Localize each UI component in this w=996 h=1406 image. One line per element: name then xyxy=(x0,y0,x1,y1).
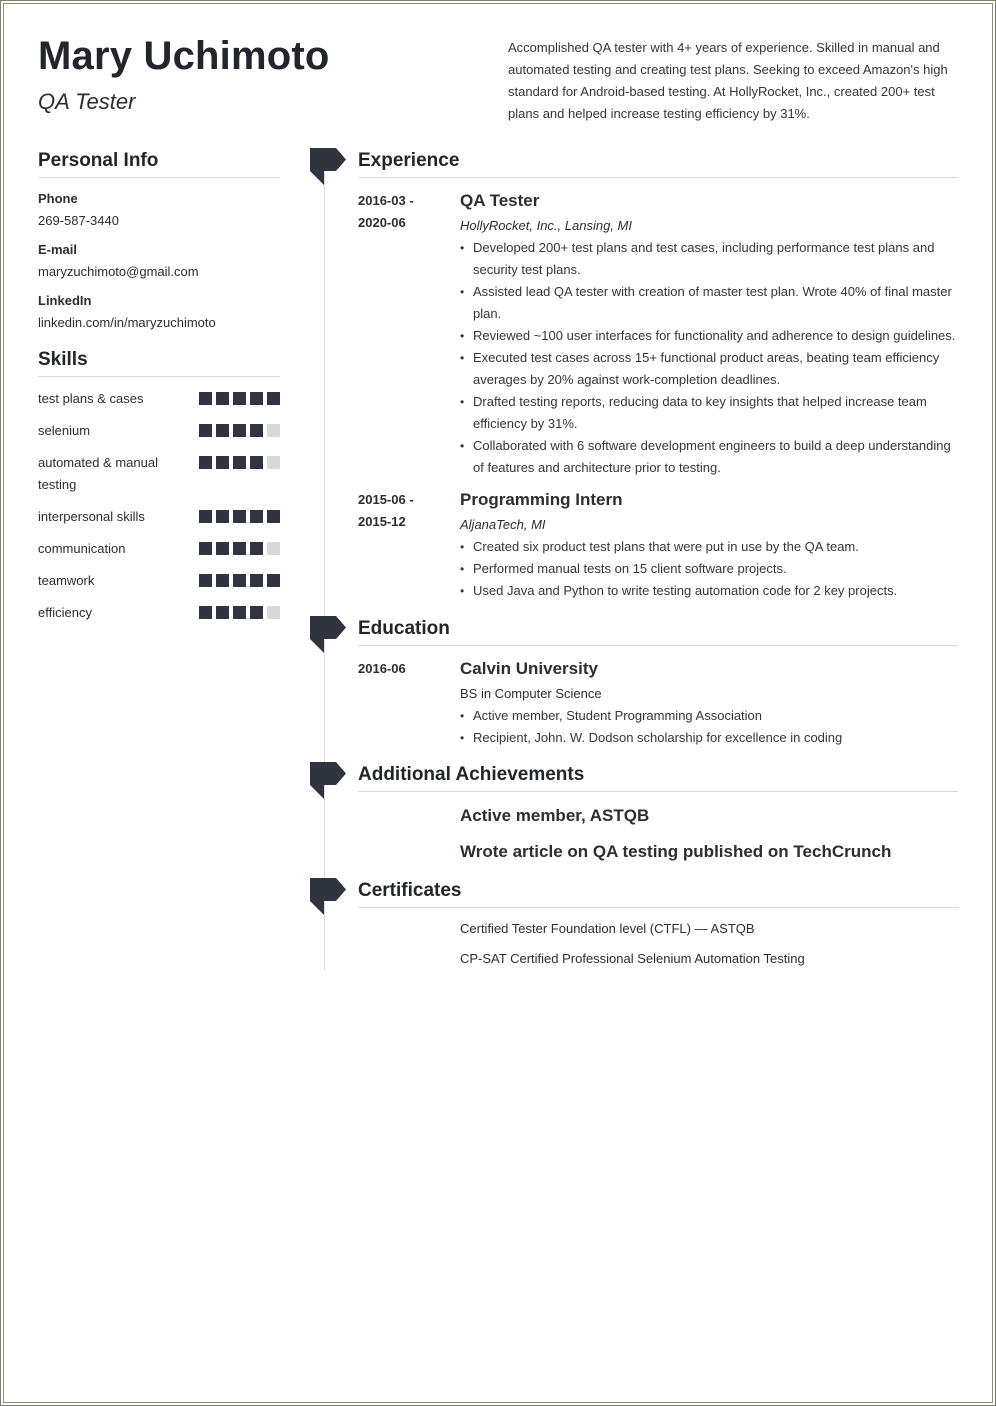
entry-date: 2016-06 xyxy=(358,661,406,676)
skill-dot-filled xyxy=(216,606,229,619)
skill-level-meter xyxy=(199,506,280,523)
skill-dot-filled xyxy=(250,542,263,555)
skill-row xyxy=(38,538,280,560)
skill-dot-filled xyxy=(250,606,263,619)
skill-dot-filled xyxy=(216,542,229,555)
phone-value: 269-587-3440 xyxy=(38,213,119,228)
flag-icon xyxy=(310,616,346,654)
skills-section xyxy=(38,347,280,624)
skill-dot-filled xyxy=(199,606,212,619)
skill-dot-filled xyxy=(267,574,280,587)
timeline-line xyxy=(324,170,325,970)
skill-name: teamwork xyxy=(38,573,95,588)
flag-icon xyxy=(310,148,346,186)
skill-dot-filled xyxy=(250,574,263,587)
education-entry xyxy=(358,658,958,749)
skill-dot-empty xyxy=(267,424,280,437)
date-start: 2016-03 - xyxy=(358,193,414,208)
certificate-item: CP-SAT Certified Professional Selenium Automation Testing xyxy=(460,951,805,966)
bullet-item: • Developed 200+ test plans and test cases, including performance test plans and security test plans. xyxy=(460,237,958,281)
entry-date xyxy=(358,190,460,479)
entry-date xyxy=(358,489,460,602)
skill-level-meter xyxy=(199,538,280,555)
skill-dot-filled xyxy=(267,510,280,523)
skill-dot-filled xyxy=(233,574,246,587)
skill-dot-filled xyxy=(216,424,229,437)
skill-level-meter xyxy=(199,452,280,469)
skill-name: test plans & cases xyxy=(38,391,144,406)
company: HollyRocket, Inc., Lansing, MI xyxy=(460,218,632,233)
experience-entry xyxy=(358,489,958,602)
skill-dot-empty xyxy=(267,456,280,469)
flag-icon xyxy=(310,878,346,916)
skill-row xyxy=(38,420,280,442)
personal-info-title: Personal Info xyxy=(38,148,280,178)
phone-label: Phone xyxy=(38,191,78,206)
bullet-item: • Active member, Student Programming Association xyxy=(460,705,958,727)
bullet-item: • Assisted lead QA tester with creation of master test plan. Wrote 40% of final master plan. xyxy=(460,281,958,325)
skill-row xyxy=(38,602,280,624)
certificate-item: Certified Tester Foundation level (CTFL) — ASTQB xyxy=(460,921,755,936)
skill-dot-filled xyxy=(250,456,263,469)
flag-icon xyxy=(310,762,346,800)
linkedin-label: LinkedIn xyxy=(38,293,92,308)
achievement-item: Wrote article on QA testing published on TechCrunch xyxy=(460,842,892,861)
bullet-item: • Drafted testing reports, reducing data to key insights that helped increase team efficiency by 31%. xyxy=(460,391,958,435)
education-title: Education xyxy=(358,616,958,646)
left-column xyxy=(38,148,280,624)
skill-dot-filled xyxy=(199,574,212,587)
skills-title: Skills xyxy=(38,347,280,377)
skill-dot-filled xyxy=(199,392,212,405)
skill-dot-filled xyxy=(250,510,263,523)
skill-name: interpersonal skills xyxy=(38,509,145,524)
certificates-section xyxy=(358,878,958,970)
linkedin-value[interactable]: linkedin.com/in/maryzuchimoto xyxy=(38,315,216,330)
skill-dot-filled xyxy=(216,510,229,523)
achievement-item: Active member, ASTQB xyxy=(460,806,650,825)
school-name: Calvin University xyxy=(460,659,598,678)
experience-section xyxy=(358,148,958,602)
skill-row xyxy=(38,506,280,528)
job-title: Programming Intern xyxy=(460,490,623,509)
bullet-item: • Performed manual tests on 15 client software projects. xyxy=(460,558,958,580)
skill-dot-filled xyxy=(199,456,212,469)
achievements-title: Additional Achievements xyxy=(358,762,958,792)
skill-dot-filled xyxy=(216,456,229,469)
skill-level-meter xyxy=(199,420,280,437)
bullet-item: • Executed test cases across 15+ functional product areas, beating team efficiency averages by 20% against work-completion deadlines. xyxy=(460,347,958,391)
skill-dot-filled xyxy=(216,392,229,405)
skill-dot-filled xyxy=(233,542,246,555)
skill-dot-filled xyxy=(267,392,280,405)
skill-row xyxy=(38,388,280,410)
experience-entry xyxy=(358,190,958,479)
date-end: 2020-06 xyxy=(358,215,406,230)
bullet-item: • Created six product test plans that were put in use by the QA team. xyxy=(460,536,958,558)
bullet-item: • Collaborated with 6 software development engineers to build a deep understanding of features and architecture prior to testing. xyxy=(460,435,958,479)
skill-dot-filled xyxy=(216,574,229,587)
skill-dot-filled xyxy=(199,424,212,437)
degree: BS in Computer Science xyxy=(460,686,602,701)
experience-title: Experience xyxy=(358,148,958,178)
skill-dot-filled xyxy=(233,606,246,619)
personal-info-section xyxy=(38,148,280,331)
skill-dot-filled xyxy=(233,392,246,405)
skill-dot-filled xyxy=(250,424,263,437)
skill-row xyxy=(38,570,280,592)
bullet-item: • Reviewed ~100 user interfaces for functionality and adherence to design guidelines. xyxy=(460,325,958,347)
email-value[interactable]: maryzuchimoto@gmail.com xyxy=(38,264,199,279)
profile-summary: Accomplished QA tester with 4+ years of experience. Skilled in manual and automated testing and creating test plans. Seeking to exceed Amazon's high standard for Android-based testing. At HollyRocket, Inc., created 200+ test plans and helped increase testing efficiency by 31%. xyxy=(508,40,948,121)
skills-list xyxy=(38,388,280,624)
skill-name: efficiency xyxy=(38,605,92,620)
skill-name: automated & manual testing xyxy=(38,455,158,492)
education-section xyxy=(358,616,958,749)
candidate-role: QA Tester xyxy=(38,89,136,114)
skill-dot-filled xyxy=(233,424,246,437)
bullet-item: • Recipient, John. W. Dodson scholarship for excellence in coding xyxy=(460,727,958,749)
job-title: QA Tester xyxy=(460,191,540,210)
skill-dot-filled xyxy=(233,456,246,469)
date-start: 2015-06 - xyxy=(358,492,414,507)
skill-name: communication xyxy=(38,541,126,556)
skill-level-meter xyxy=(199,388,280,405)
skill-dot-filled xyxy=(233,510,246,523)
bullet-list xyxy=(460,237,958,479)
candidate-name: Mary Uchimoto xyxy=(38,34,330,78)
email-label: E-mail xyxy=(38,242,78,257)
entry-body xyxy=(460,489,958,602)
achievements-section xyxy=(358,762,958,863)
skill-name: selenium xyxy=(38,423,91,438)
bullet-item: • Used Java and Python to write testing automation code for 2 key projects. xyxy=(460,580,958,602)
bullet-list xyxy=(460,705,958,749)
skill-dot-empty xyxy=(267,542,280,555)
skill-dot-filled xyxy=(250,392,263,405)
skill-dot-filled xyxy=(199,510,212,523)
skill-level-meter xyxy=(199,602,280,619)
entry-body xyxy=(460,190,958,479)
certificates-title: Certificates xyxy=(358,878,958,908)
bullet-list xyxy=(460,536,958,602)
skill-dot-filled xyxy=(199,542,212,555)
entry-body xyxy=(460,658,958,749)
date-end: 2015-12 xyxy=(358,514,406,529)
company: AljanaTech, MI xyxy=(460,517,546,532)
skill-row xyxy=(38,452,280,496)
skill-dot-empty xyxy=(267,606,280,619)
skill-level-meter xyxy=(199,570,280,587)
